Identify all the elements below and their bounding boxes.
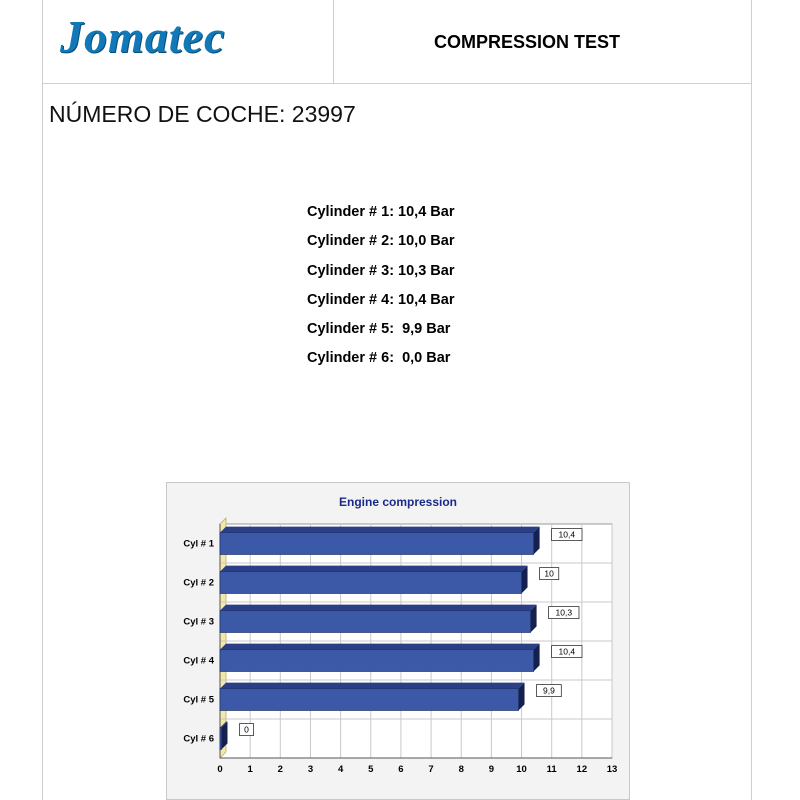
x-tick-label-2: 2 [277, 764, 283, 775]
x-tick-label-3: 3 [307, 764, 314, 775]
x-tick-label-10: 10 [516, 764, 527, 775]
x-tick-label-7: 7 [428, 764, 434, 775]
bar-top-3 [220, 605, 537, 611]
bar-top-4 [220, 644, 540, 650]
category-label-5: Cyl # 5 [183, 694, 214, 706]
x-tick-label-9: 9 [488, 764, 495, 775]
jomatec-logo: Jomatec [60, 11, 226, 62]
category-label-2: Cyl # 2 [183, 577, 214, 589]
bar-top-5 [220, 683, 525, 689]
x-tick-label-0: 0 [217, 764, 223, 775]
x-tick-label-11: 11 [546, 764, 557, 775]
bar-2 [220, 572, 522, 594]
x-tick-label-13: 13 [606, 764, 618, 775]
x-tick-label-6: 6 [398, 764, 404, 775]
category-label-3: Cyl # 3 [183, 616, 214, 628]
chart-title: Engine compression [338, 495, 458, 509]
bar-1 [220, 533, 534, 555]
category-label-4: Cyl # 4 [183, 655, 214, 667]
category-label-1: Cyl # 1 [183, 538, 214, 550]
bar-3 [220, 611, 531, 633]
x-tick-label-1: 1 [247, 764, 253, 775]
bar-4 [220, 650, 534, 672]
engine-compression-chart [166, 482, 630, 800]
bar-top-1 [220, 527, 540, 533]
car-number: NÚMERO DE COCHE: 23997 [49, 101, 356, 127]
data-label-5: 9,9 [543, 685, 555, 696]
cylinder-readings [307, 202, 455, 378]
cylinder-reading-6: Cylinder # 6: 0,0 Bar [307, 350, 451, 367]
x-tick-label-8: 8 [458, 764, 464, 775]
x-tick-label-12: 12 [576, 764, 588, 775]
cylinder-reading-5: Cylinder # 5: 9,9 Bar [307, 321, 451, 338]
category-label-6: Cyl # 6 [183, 733, 214, 745]
x-tick-label-4: 4 [337, 764, 344, 775]
cylinder-reading-4: Cylinder # 4: 10,4 Bar [307, 291, 455, 308]
data-label-1: 10,4 [558, 529, 576, 540]
x-tick-label-5: 5 [368, 764, 374, 775]
bar-6 [220, 728, 222, 750]
header-column-divider [333, 0, 334, 83]
data-label-6: 0 [244, 724, 249, 735]
cylinder-reading-3: Cylinder # 3: 10,3 Bar [307, 262, 455, 279]
bar-5 [220, 689, 519, 711]
cylinder-reading-2: Cylinder # 2: 10,0 Bar [307, 233, 455, 250]
data-label-2: 10 [544, 568, 554, 579]
cylinder-reading-1: Cylinder # 1: 10,4 Bar [307, 204, 455, 220]
data-label-3: 10,3 [555, 607, 573, 618]
document-title: COMPRESSION TEST [434, 32, 621, 52]
bar-top-2 [220, 566, 528, 572]
header-divider [42, 83, 752, 84]
data-label-4: 10,4 [558, 646, 576, 657]
